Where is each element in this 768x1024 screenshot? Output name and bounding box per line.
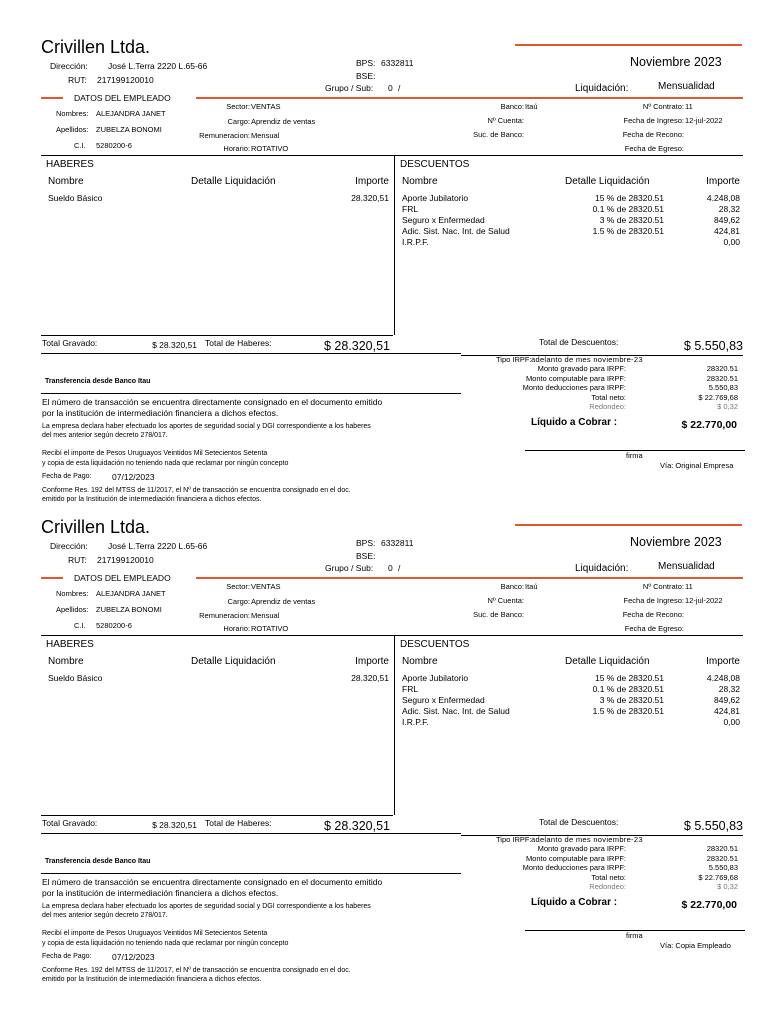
- names-value: ALEJANDRA JANET: [96, 589, 166, 598]
- net-pay-value: $ 22.770,00: [681, 419, 737, 431]
- group-value: 0: [388, 83, 393, 93]
- surnames-label: Apellidos:: [56, 125, 89, 134]
- sector-value: VENTAS: [251, 582, 281, 591]
- exit-label: Fecha de Egreso:: [624, 144, 684, 153]
- deductions-row-name: FRL: [402, 684, 419, 694]
- deductions-col-amount: Importe: [706, 176, 740, 187]
- earnings-col-name: Nombre: [48, 656, 84, 667]
- irpf-line-value: $ 22.769,68: [698, 872, 738, 882]
- contract-label: Nº Contrato:: [642, 102, 684, 111]
- group-label: Grupo / Sub:: [325, 83, 374, 93]
- earnings-row-amount: 28.320,51: [351, 673, 389, 683]
- address-label: Dirección:: [50, 61, 88, 71]
- earnings-total-label: Total de Haberes:: [205, 338, 272, 348]
- totals-bottom-border: [41, 353, 461, 354]
- bps-value: 6332811: [381, 58, 414, 68]
- employee-section-title: DATOS DEL EMPLEADO: [74, 573, 171, 583]
- transaction-text-2: por la institución de intermediación financiera a dichos efectos.: [42, 888, 279, 898]
- surnames-label: Apellidos:: [56, 605, 89, 614]
- header-accent-line: [515, 524, 742, 526]
- position-label: Cargo:: [227, 117, 250, 126]
- totals-bottom-border: [41, 833, 461, 834]
- account-label: Nº Cuenta:: [487, 596, 524, 605]
- names-value: ALEJANDRA JANET: [96, 109, 166, 118]
- ci-label: C.I.: [74, 621, 86, 630]
- irpf-line-label: Total neto:: [591, 392, 626, 402]
- payment-date-value: 07/12/2023: [112, 952, 155, 962]
- irpf-line-label: Monto gravado para IRPF:: [537, 364, 626, 373]
- header-accent-line: [515, 44, 742, 46]
- payment-date-label: Fecha de Pago:: [42, 473, 92, 480]
- deductions-col-name: Nombre: [402, 656, 438, 667]
- ci-value: 5280200-6: [96, 621, 132, 630]
- deductions-total-label: Total de Descuentos:: [539, 337, 619, 347]
- period: Noviembre 2023: [630, 535, 722, 549]
- exit-label: Fecha de Egreso:: [624, 624, 684, 633]
- employee-accent-left: [41, 577, 63, 579]
- address-label: Dirección:: [50, 541, 88, 551]
- transaction-text-1: El número de transacción se encuentra directamente consignado en el documento emitido: [42, 397, 383, 407]
- deductions-row-amount: 0,00: [723, 237, 740, 247]
- deductions-row-amount: 849,62: [714, 215, 740, 225]
- payslip-copy: [0, 0, 768, 503]
- bps-label: BPS:: [356, 58, 376, 68]
- deductions-row-amount: 4.248,08: [706, 673, 740, 683]
- deductions-row-amount: 28,32: [718, 684, 740, 694]
- liquidation-label: Liquidación:: [575, 563, 629, 574]
- sector-value: VENTAS: [251, 102, 281, 111]
- remuneration-value: Mensual: [251, 611, 280, 620]
- earnings-col-detail: Detalle Liquidación: [191, 656, 276, 667]
- deductions-row-name: Seguro x Enfermedad: [402, 695, 485, 705]
- hire-date-label: Fecha de Ingreso:: [623, 596, 684, 605]
- deductions-row-detail: 3 % de 28320.51: [599, 215, 664, 225]
- table-top-border: [41, 635, 743, 636]
- earnings-total-value: $ 28.320,51: [323, 339, 390, 353]
- signature-label: firma: [626, 931, 643, 940]
- irpf-line-value: 28320.51: [706, 844, 738, 853]
- names-label: Nombres:: [56, 109, 89, 118]
- irpf-line-label: Redondeo:: [589, 402, 626, 411]
- hire-date-label: Fecha de Ingreso:: [623, 116, 684, 125]
- schedule-label: Horario:: [223, 144, 250, 153]
- earnings-col-name: Nombre: [48, 176, 84, 187]
- table-center-divider: [394, 155, 395, 335]
- deductions-total-value: $ 5.550,83: [683, 819, 743, 833]
- earnings-col-amount: Importe: [355, 656, 389, 667]
- irpf-line-label: Redondeo:: [589, 882, 626, 891]
- deductions-row-name: Aporte Jubilatorio: [402, 193, 469, 203]
- rehire-label: Fecha de Recono:: [622, 610, 684, 619]
- earnings-row-name: Sueldo Básico: [48, 673, 103, 683]
- sector-label: Sector:: [226, 582, 250, 591]
- deductions-row-name: I.R.P.F.: [402, 237, 429, 247]
- position-value: Aprendiz de ventas: [251, 597, 316, 606]
- hire-date-value: 12-jul-2022: [685, 116, 723, 125]
- names-label: Nombres:: [56, 589, 89, 598]
- rut-value: 217199120010: [97, 555, 154, 565]
- group-value: 0: [388, 563, 393, 573]
- company-name: Crivillen Ltda.: [41, 517, 151, 537]
- group-label: Grupo / Sub:: [325, 563, 374, 573]
- deductions-row-name: FRL: [402, 204, 419, 214]
- payment-date-value: 07/12/2023: [112, 472, 155, 482]
- bps-label: BPS:: [356, 538, 376, 548]
- liquidation-label: Liquidación:: [575, 83, 629, 94]
- liquidation-type: Mensualidad: [658, 81, 715, 92]
- irpf-line-label: Monto deducciones para IRPF:: [522, 863, 626, 872]
- earnings-col-detail: Detalle Liquidación: [191, 176, 276, 187]
- position-value: Aprendiz de ventas: [251, 117, 316, 126]
- surnames-value: ZUBELZA BONOMI: [96, 125, 162, 134]
- transaction-text-1: El número de transacción se encuentra directamente consignado en el documento emitido: [42, 877, 383, 887]
- schedule-value: ROTATIVO: [251, 144, 289, 153]
- contributions-text-2: del mes anterior según decreto 278/017.: [42, 432, 168, 439]
- deductions-row-amount: 424,81: [714, 226, 740, 236]
- deductions-title: DESCUENTOS: [400, 159, 470, 170]
- irpf-line-value: 28320.51: [706, 853, 738, 863]
- deductions-row-name: Adic. Sist. Nac. Int. de Salud: [402, 706, 510, 716]
- irpf-line-label: Monto computable para IRPF:: [525, 853, 626, 863]
- employee-section-title: DATOS DEL EMPLEADO: [74, 93, 171, 103]
- payment-date-label: Fecha de Pago:: [42, 953, 92, 960]
- irpf-type-value: adelanto de mes noviembre-23: [531, 355, 643, 364]
- ci-value: 5280200-6: [96, 141, 132, 150]
- earnings-col-amount: Importe: [355, 176, 389, 187]
- deductions-row-detail: 15 % de 28320.51: [594, 193, 664, 203]
- net-pay-label: Líquido a Cobrar :: [531, 897, 618, 908]
- deductions-row-amount: 4.248,08: [706, 193, 740, 203]
- rehire-label: Fecha de Recono:: [622, 130, 684, 139]
- irpf-line-label: Total neto:: [591, 872, 626, 882]
- deductions-row-detail: 0.1 % de 28320.51: [592, 204, 664, 214]
- branch-label: Suc. de Banco:: [473, 610, 524, 619]
- earnings-total-label: Total de Haberes:: [205, 818, 272, 828]
- receipt-text-2: y copia de esta liquidación no teniendo nada que reclamar por ningún concepto: [42, 940, 289, 947]
- deductions-row-name: Aporte Jubilatorio: [402, 673, 469, 683]
- copy-label: Vía: Copia Empleado: [660, 941, 731, 950]
- deductions-row-detail: 1.5 % de 28320.51: [592, 706, 664, 716]
- bps-value: 6332811: [381, 538, 414, 548]
- irpf-line-value: $ 22.769,68: [698, 392, 738, 402]
- conformity-text-2: emitido por la Institución de intermediación financiera a dichos efectos.: [42, 976, 262, 983]
- deductions-row-name: I.R.P.F.: [402, 717, 429, 727]
- surnames-value: ZUBELZA BONOMI: [96, 605, 162, 614]
- deductions-row-amount: 28,32: [718, 204, 740, 214]
- deductions-row-detail: 3 % de 28320.51: [599, 695, 664, 705]
- irpf-line-value: 5.550,83: [708, 383, 738, 392]
- earnings-row-name: Sueldo Básico: [48, 193, 103, 203]
- deductions-row-name: Seguro x Enfermedad: [402, 215, 485, 225]
- taxed-total-value: $ 28.320,51: [152, 820, 197, 830]
- bank-value: Itaú: [525, 102, 538, 111]
- deductions-row-detail: 1.5 % de 28320.51: [592, 226, 664, 236]
- receipt-text-1: Recibí el importe de Pesos Uruguayos Veintidos Mil Setecientos Setenta: [42, 450, 268, 457]
- deductions-total-label: Total de Descuentos:: [539, 817, 619, 827]
- irpf-type-label: Tipo IRPF:: [496, 835, 532, 844]
- receipt-text-1: Recibí el importe de Pesos Uruguayos Veintidos Mil Setecientos Setenta: [42, 930, 268, 937]
- hire-date-value: 12-jul-2022: [685, 596, 723, 605]
- liquidation-type: Mensualidad: [658, 561, 715, 572]
- group-separator: /: [398, 563, 401, 573]
- earnings-bottom-border: [41, 815, 393, 816]
- rut-label: RUT:: [68, 555, 87, 565]
- bse-label: BSE:: [356, 551, 376, 561]
- deductions-total-value: $ 5.550,83: [683, 339, 743, 353]
- deductions-row-detail: 15 % de 28320.51: [594, 673, 664, 683]
- remuneration-label: Remuneracion:: [199, 611, 250, 620]
- transfer-title: Transferencia desde Banco Itau: [45, 378, 151, 385]
- taxed-total-label: Total Gravado:: [42, 818, 98, 828]
- irpf-line-value: $ 0,32: [717, 882, 738, 891]
- contributions-text-2: del mes anterior según decreto 278/017.: [42, 912, 168, 919]
- deductions-col-detail: Detalle Liquidación: [565, 656, 650, 667]
- payslip-copy: [0, 480, 768, 983]
- schedule-value: ROTATIVO: [251, 624, 289, 633]
- contract-label: Nº Contrato:: [642, 582, 684, 591]
- net-pay-label: Líquido a Cobrar :: [531, 417, 618, 428]
- conformity-text-1: Conforme Res. 192 del MTSS de 11/2017, el Nº de transacción se encuentra consignado en el doc.: [42, 487, 351, 494]
- sector-label: Sector:: [226, 102, 250, 111]
- copy-label: Vía: Original Empresa: [660, 461, 734, 470]
- deductions-row-amount: 849,62: [714, 695, 740, 705]
- schedule-label: Horario:: [223, 624, 250, 633]
- receipt-text-2: y copia de esta liquidación no teniendo nada que reclamar por ningún concepto: [42, 460, 289, 467]
- remuneration-value: Mensual: [251, 131, 280, 140]
- contract-value: 11: [685, 102, 693, 111]
- position-label: Cargo:: [227, 597, 250, 606]
- irpf-line-label: Monto gravado para IRPF:: [537, 844, 626, 853]
- conformity-text-2: emitido por la Institución de intermediación financiera a dichos efectos.: [42, 496, 262, 503]
- transfer-bottom-border: [41, 873, 461, 874]
- employee-accent-right: [196, 97, 743, 99]
- company-name: Crivillen Ltda.: [41, 37, 151, 57]
- branch-label: Suc. de Banco:: [473, 130, 524, 139]
- period: Noviembre 2023: [630, 55, 722, 69]
- earnings-total-value: $ 28.320,51: [323, 819, 390, 833]
- irpf-line-value: 5.550,83: [708, 863, 738, 872]
- deductions-row-amount: 424,81: [714, 706, 740, 716]
- earnings-title: HABERES: [46, 639, 94, 650]
- net-pay-value: $ 22.770,00: [681, 899, 737, 911]
- signature-label: firma: [626, 451, 643, 460]
- ci-label: C.I.: [74, 141, 86, 150]
- irpf-line-label: Monto deducciones para IRPF:: [522, 383, 626, 392]
- earnings-row-amount: 28.320,51: [351, 193, 389, 203]
- earnings-title: HABERES: [46, 159, 94, 170]
- deductions-row-detail: 0.1 % de 28320.51: [592, 684, 664, 694]
- irpf-line-label: Monto computable para IRPF:: [525, 373, 626, 383]
- employee-accent-right: [196, 577, 743, 579]
- bse-label: BSE:: [356, 71, 376, 81]
- deductions-col-amount: Importe: [706, 656, 740, 667]
- transfer-bottom-border: [41, 393, 461, 394]
- earnings-bottom-border: [41, 335, 393, 336]
- deductions-col-name: Nombre: [402, 176, 438, 187]
- taxed-total-label: Total Gravado:: [42, 338, 98, 348]
- employee-accent-left: [41, 97, 63, 99]
- contributions-text-1: La empresa declara haber efectuado los aportes de seguridad social y DGI correspondiente a los haberes: [42, 423, 371, 430]
- deductions-row-amount: 0,00: [723, 717, 740, 727]
- contributions-text-1: La empresa declara haber efectuado los aportes de seguridad social y DGI correspondiente a los haberes: [42, 903, 371, 910]
- irpf-line-value: $ 0,32: [717, 402, 738, 411]
- conformity-text-1: Conforme Res. 192 del MTSS de 11/2017, el Nº de transacción se encuentra consignado en el doc.: [42, 967, 351, 974]
- table-top-border: [41, 155, 743, 156]
- table-center-divider: [394, 635, 395, 815]
- irpf-line-value: 28320.51: [706, 364, 738, 373]
- transaction-text-2: por la institución de intermediación financiera a dichos efectos.: [42, 408, 279, 418]
- remuneration-label: Remuneracion:: [199, 131, 250, 140]
- irpf-line-value: 28320.51: [706, 373, 738, 383]
- rut-label: RUT:: [68, 75, 87, 85]
- bank-value: Itaú: [525, 582, 538, 591]
- rut-value: 217199120010: [97, 75, 154, 85]
- contract-value: 11: [685, 582, 693, 591]
- deductions-row-name: Adic. Sist. Nac. Int. de Salud: [402, 226, 510, 236]
- transfer-title: Transferencia desde Banco Itau: [45, 858, 151, 865]
- account-label: Nº Cuenta:: [487, 116, 524, 125]
- bank-label: Banco:: [500, 102, 524, 111]
- taxed-total-value: $ 28.320,51: [152, 340, 197, 350]
- irpf-type-value: adelanto de mes noviembre-23: [531, 835, 643, 844]
- deductions-col-detail: Detalle Liquidación: [565, 176, 650, 187]
- address-value: José L.Terra 2220 L.65-66: [108, 61, 208, 71]
- address-value: José L.Terra 2220 L.65-66: [108, 541, 208, 551]
- deductions-title: DESCUENTOS: [400, 639, 470, 650]
- irpf-type-label: Tipo IRPF:: [496, 355, 532, 364]
- bank-label: Banco:: [500, 582, 524, 591]
- group-separator: /: [398, 83, 401, 93]
